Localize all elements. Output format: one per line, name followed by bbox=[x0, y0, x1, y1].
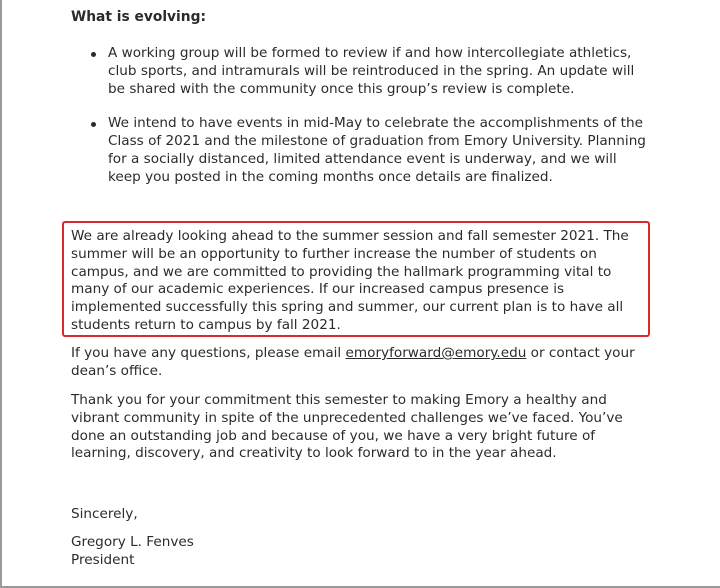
signature-title: President bbox=[71, 552, 135, 568]
contact-text-before: If you have any questions, please email bbox=[71, 345, 346, 361]
bullet-list bbox=[71, 45, 651, 187]
bullet-dot-icon bbox=[91, 122, 96, 127]
bullet-text: A working group will be formed to review if and how intercollegiate athletics, club sports, and intramurals will be reintroduced in the spring. An update will be shared with the community once this group’s review is complete. bbox=[108, 45, 635, 97]
thanks-paragraph: Thank you for your commitment this semester to making Emory a healthy and vibrant community in spite of the unprecedented challenges we’ve faced. You’ve done an outstanding job and because of you, we have a very bright future of learning, discovery, and creativity to look forward to in the year ahead. bbox=[71, 392, 623, 462]
contact-text-after: or contact your dean’s office. bbox=[71, 345, 635, 379]
left-border bbox=[0, 0, 2, 588]
closing-salutation: Sincerely, bbox=[71, 506, 138, 522]
bullet-dot-icon bbox=[91, 52, 96, 57]
contact-paragraph bbox=[71, 345, 651, 381]
signature-name: Gregory L. Fenves bbox=[71, 534, 194, 550]
bullet-item-graduation bbox=[71, 115, 651, 186]
section-heading: What is evolving: bbox=[71, 9, 206, 25]
evolving-section bbox=[71, 9, 651, 204]
highlighted-paragraph: We are already looking ahead to the summer session and fall semester 2021. The summer will be an opportunity to further increase the number of students on campus, and we are committed to providing the hallmark programming vital to many of our academic experiences. If our increased campus presence is implemented successfully this spring and summer, our current plan is to have all students return to campus by fall 2021. bbox=[71, 228, 629, 333]
email-link[interactable]: emoryforward@emory.edu bbox=[345, 345, 527, 361]
bullet-text: We intend to have events in mid-May to celebrate the accomplishments of the Class of 2021 and the milestone of graduation from Emory University. Planning for a socially distanced, limited attendance event is underway, and we will keep you posted in the coming months once details are finalized. bbox=[108, 115, 646, 185]
bullet-item-athletics bbox=[71, 45, 651, 98]
